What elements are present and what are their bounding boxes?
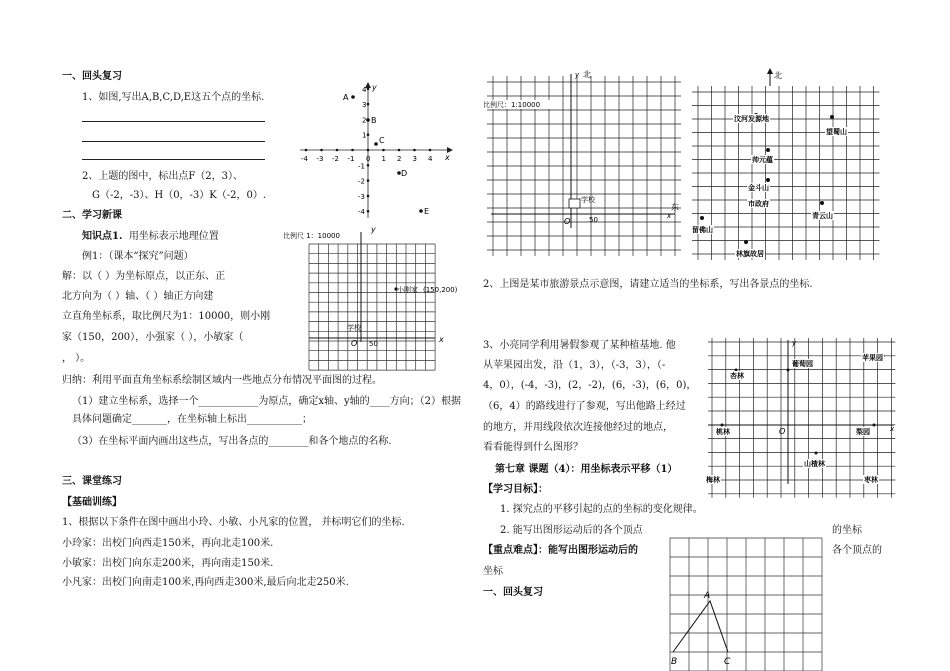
y-tick xyxy=(367,164,370,167)
x-tick-label: -4 xyxy=(301,155,308,163)
review-heading: 一、回头复习 xyxy=(62,71,122,82)
farm-y-label: y xyxy=(792,339,797,347)
farm-place-point xyxy=(787,369,790,372)
scenic-spot-point xyxy=(766,148,770,152)
y-tick-label: 1 xyxy=(362,131,367,140)
farm-place-label: 山楂林 xyxy=(804,460,825,468)
scenic-north-arrowhead xyxy=(767,68,773,74)
xiaofan-home: 小凡家：出校门向南走100米,再向西走300米,最后向北走250米. xyxy=(62,577,349,588)
y-tick-label: -1 xyxy=(358,162,365,171)
x-tick xyxy=(367,149,370,152)
x-tick xyxy=(305,149,308,152)
school-map-school: 学校 xyxy=(581,196,595,204)
example-1: 例1：（课本“探究”问题） xyxy=(82,251,194,262)
xiaogang-home-label: 小刚家 xyxy=(397,286,418,294)
solution-line-3: 立直角坐标系，取比例尺为1：10000，则小刚 xyxy=(62,311,271,322)
x-tick xyxy=(413,149,416,152)
scenic-spot-point xyxy=(766,178,770,182)
knowledge-point-label: 知识点1. xyxy=(82,231,123,242)
farm-origin: O xyxy=(779,427,786,436)
farm-question-line6: 看看能得到什么图形？ xyxy=(483,442,583,453)
conclusion: 归纳：利用平面直角坐标系绘制区域内一些地点分布情况平面图的过程。 xyxy=(62,375,382,386)
x-tick xyxy=(320,149,323,152)
scenic-spot-label: 汶河发源地 xyxy=(734,115,769,123)
x-tick xyxy=(429,149,432,152)
step-3: （3）在坐标平面内画出这些点，写出各点的________和各个地点的名称. xyxy=(72,436,392,447)
x-tick xyxy=(336,149,339,152)
farm-question-line3: 4，0），(-4，-3)，(2，-2)，(6，-3)，(6，0)， xyxy=(483,380,697,391)
x-tick-label: -2 xyxy=(332,155,339,163)
x-tick xyxy=(351,149,354,152)
scenic-map-figure xyxy=(690,70,890,262)
goals-heading: 【学习目标】： xyxy=(483,484,548,495)
answer-line xyxy=(82,121,265,122)
y-tick xyxy=(367,88,370,91)
solution-line-1: 解：以（ ）为坐标原点，以正东、正 xyxy=(62,271,226,282)
y-axis-label: y xyxy=(372,83,377,92)
y-tick-label: -4 xyxy=(358,208,365,217)
xiaoling-home: 小玲家：出校门向西走150米，再向北走100米. xyxy=(62,538,274,549)
triangle-abc xyxy=(673,601,728,652)
xiaogang-home-coord: (150,200) xyxy=(423,286,458,294)
point-e xyxy=(419,209,423,213)
learn-heading: 二、学习新课 xyxy=(62,210,122,221)
grid1-y-label: y xyxy=(371,225,376,234)
farm-place-label: 杏林 xyxy=(730,372,744,380)
farm-x-label: x xyxy=(890,425,895,433)
x-axis-label: x xyxy=(445,153,450,162)
y-tick xyxy=(367,103,370,106)
scenic-spot-point xyxy=(744,240,748,244)
farm-question-line4: （6，4）的路线进行了参观，写出他路上经过 xyxy=(483,401,686,412)
point-b xyxy=(366,118,370,122)
practice-1: 1、根据以下条件在图中画出小玲、小敏、小凡家的位置， 并标明它们的坐标. xyxy=(62,517,405,528)
school-map-east: 东 xyxy=(671,203,679,212)
triangle-grid-figure xyxy=(668,534,828,671)
x-tick xyxy=(398,149,401,152)
scenic-spot-label: 金斗山 xyxy=(748,184,769,192)
y-tick-label: -3 xyxy=(358,192,365,201)
y-tick xyxy=(367,179,370,182)
y-tick xyxy=(367,210,370,213)
farm-place-label: 桃林 xyxy=(716,428,730,436)
axis-figure xyxy=(295,84,460,222)
grid1-origin: O xyxy=(351,339,358,348)
vertex-a-label: A xyxy=(704,591,711,601)
practice-heading: 三、课堂练习 xyxy=(62,476,122,487)
scenic-spot-point xyxy=(830,115,834,119)
solution-line-5: ， ）。 xyxy=(62,353,91,364)
school-map-figure xyxy=(483,68,683,258)
scenic-spot-point xyxy=(700,216,704,220)
point-c-label: C xyxy=(379,136,385,145)
point-d-label: D xyxy=(401,169,408,178)
knowledge-point xyxy=(82,230,219,244)
scenic-spot-label: 望蜀山 xyxy=(826,128,847,136)
x-tick-label: 2 xyxy=(397,155,402,163)
farm-place-label: 葡萄园 xyxy=(792,360,813,368)
y-tick-label: 2 xyxy=(362,116,367,125)
x-tick-label: 0 xyxy=(366,155,371,163)
y-tick xyxy=(367,195,370,198)
school-map-fifty: 50 xyxy=(589,216,598,224)
question-2-line1: 2、上题的图中，标出点F（2，3）、 xyxy=(82,171,244,182)
scenic-north: 北 xyxy=(774,71,782,80)
point-b-label: B xyxy=(371,116,377,125)
point-a-label: A xyxy=(343,93,349,102)
key-difficulty-end: 各个顶点的 xyxy=(832,545,882,556)
grid1-fifty: 50 xyxy=(369,340,378,348)
y-tick-label: -2 xyxy=(358,177,365,186)
goal-2-end: 的坐标 xyxy=(832,525,862,536)
farm-question-line5: 的地方，并用线段依次连接他经过的地点， xyxy=(483,422,673,433)
scenic-spot-label: 留佛山 xyxy=(692,226,713,234)
scenic-question: 2、上图是某市旅游景点示意图，请建立适当的坐标系，写出各景点的坐标. xyxy=(483,279,813,290)
point-a xyxy=(351,95,355,99)
solution-line-4: 家（150，200），小强家（ ），小敏家（ xyxy=(62,332,244,343)
goal-2: 2. 能写出图形运动后的各个顶点 xyxy=(500,525,643,536)
answer-line xyxy=(82,159,265,160)
y-tick-label: 3 xyxy=(362,101,367,110)
scenic-spot-label: 青云山 xyxy=(812,212,833,220)
farm-place-label: 梅林 xyxy=(706,476,720,484)
scenic-spot-label: 林旗故居 xyxy=(736,250,764,258)
school-map-scale: 比例尺：1:10000 xyxy=(483,101,541,109)
school-map-origin: O xyxy=(564,217,571,226)
school-map-north: 北 xyxy=(583,70,591,79)
vertex-b-label: B xyxy=(671,657,678,667)
farm-place-label: 枣林 xyxy=(864,476,878,484)
x-tick-label: 1 xyxy=(381,155,386,163)
point-c xyxy=(374,142,378,146)
scenic-spot-point xyxy=(820,201,824,205)
x-tick-label: -3 xyxy=(316,155,324,163)
key-difficulty-continued: 坐标 xyxy=(483,566,503,577)
goal-1: 1. 探究点的平移引起的点的坐标的变化规律。 xyxy=(500,504,703,515)
grid1-x-label: x xyxy=(439,335,444,344)
farm-question-line1: 3、小亮同学利用暑假参观了某种植基地. 他 xyxy=(483,340,676,351)
farm-map-figure xyxy=(706,338,902,488)
review-heading-2: 一、回头复习 xyxy=(483,587,543,598)
x-tick-label: 4 xyxy=(428,155,433,163)
x-tick-label: -1 xyxy=(347,155,355,163)
question-2-line2: G（-2，-3）、H（0，-3）K（-2，0）. xyxy=(92,190,267,201)
school-map-x-label: x xyxy=(667,212,672,220)
grid1-scale: 比例尺 1：10000 xyxy=(283,232,340,240)
x-tick xyxy=(382,149,385,152)
x-tick-label: 3 xyxy=(412,155,417,163)
grid1-school-label: 学校 xyxy=(347,324,361,332)
school-building-icon xyxy=(569,199,580,208)
farm-place-point xyxy=(721,424,724,427)
solution-line-2: 北方向为（ ）轴、（ ）轴正方向建 xyxy=(62,291,214,302)
farm-place-point xyxy=(815,452,818,455)
step-1-continued: 具体问题确定_______，在坐标轴上标出___________； xyxy=(72,414,312,425)
scenic-spot-label: 帅元蕴 xyxy=(752,156,773,164)
point-e-label: E xyxy=(424,207,430,216)
knowledge-point-text: 用坐标表示地理位置 xyxy=(128,231,219,242)
answer-line xyxy=(82,141,265,142)
question-1: 1、如图,写出A,B,C,D,E这五个点的坐标. xyxy=(82,92,265,103)
basic-training: 【基础训练】 xyxy=(62,497,122,508)
y-tick xyxy=(367,133,370,136)
vertex-c-label: C xyxy=(724,657,731,667)
farm-place-point xyxy=(873,424,876,427)
xiaogang-grid-figure xyxy=(283,226,463,356)
step-1: （1）建立坐标系，选择一个____________为原点，确定x轴、y轴的____方向；（2）根据 xyxy=(72,396,462,407)
xiaomin-home: 小敏家：出校门向东走200米，再向南走150米. xyxy=(62,558,274,569)
farm-place-label: 苹果园 xyxy=(862,354,883,362)
farm-place-label: 梨园 xyxy=(856,428,870,436)
key-difficulty xyxy=(483,544,638,558)
farm-question-line2: 从苹果园出发，沿（1，3），（-3，3），（- xyxy=(483,360,666,371)
key-difficulty-label: 【重点难点】：能写出图形运动后的 xyxy=(483,545,638,556)
y-tick-label: 4 xyxy=(362,85,367,94)
scenic-spot-label: 市政府 xyxy=(748,200,769,208)
chapter-title: 第七章 课题（4）：用坐标表示平移（1） xyxy=(495,464,678,475)
school-map-y-label: y xyxy=(575,71,580,79)
